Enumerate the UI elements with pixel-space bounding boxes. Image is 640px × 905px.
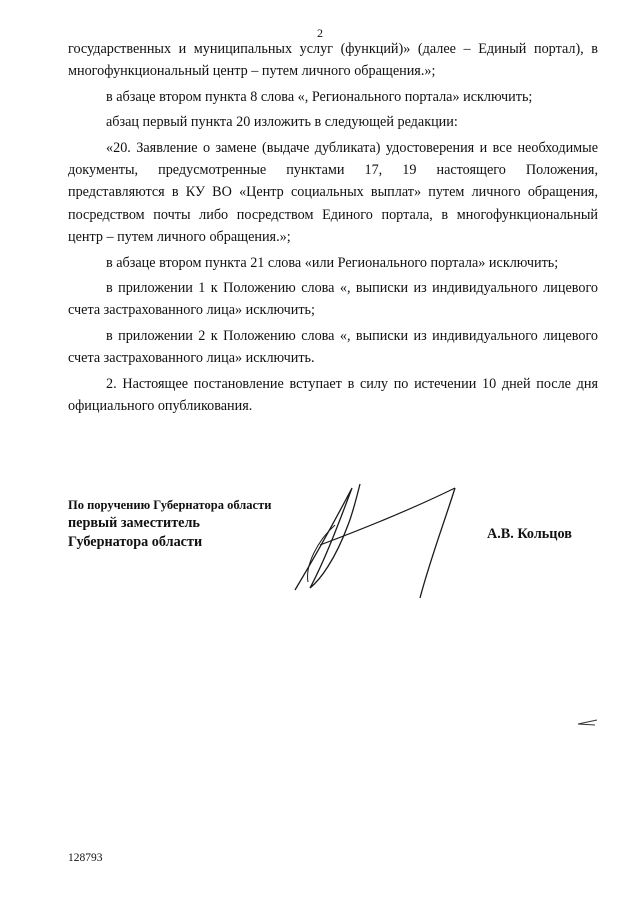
paragraph-item-21: в абзаце втором пункта 21 слова «или Регионального портала» исключить;	[106, 254, 559, 271]
signatory-position-org: Губернатора области	[68, 534, 203, 550]
handwritten-signature	[280, 470, 480, 610]
paragraph-appendix-1: в приложении 1 к Положению слова «, выписки из индивидуального лицевого счета застрахованного лица» исключить;	[68, 280, 598, 319]
signatory-position: первый заместитель	[68, 515, 200, 531]
signer-name: А.В. Кольцов	[487, 526, 572, 542]
paragraph-appendix-2: в приложении 2 к Положению слова «, выписки из индивидуального лицевого счета застрахованного лица» исключить.	[68, 327, 598, 367]
page-number: 2	[317, 26, 323, 40]
paragraph-continuation: государственных и муниципальных услуг (функций)» (далее – Единый портал), в многофункциональный центр – путем личного обращения.»;	[68, 41, 598, 80]
paragraph-item-20-text: «20. Заявление о замене (выдаче дубликата) удостоверения и все необходимые документы, предусмотренные пунктами 17, 19 настоящего Положения, представляются в КУ ВО «Центр социальных выплат» путем личного обращения, посредством почты либо посредством Единого портала, в многофункциональный центр – путем личного обращения.»;	[68, 139, 598, 246]
paragraph-item-20-intro: абзац первый пункта 20 изложить в следующей редакции:	[106, 114, 458, 131]
paragraph-item-8: в абзаце втором пункта 8 слова «, Регионального портала» исключить;	[106, 88, 533, 105]
corner-mark	[575, 718, 599, 728]
signatory-authority: По поручению Губернатора области	[68, 498, 272, 512]
document-code: 128793	[68, 852, 103, 864]
document-body	[68, 38, 598, 421]
paragraph-effective-date: 2. Настоящее постановление вступает в силу по истечении 10 дней после дня официального опубликования.	[68, 375, 598, 415]
